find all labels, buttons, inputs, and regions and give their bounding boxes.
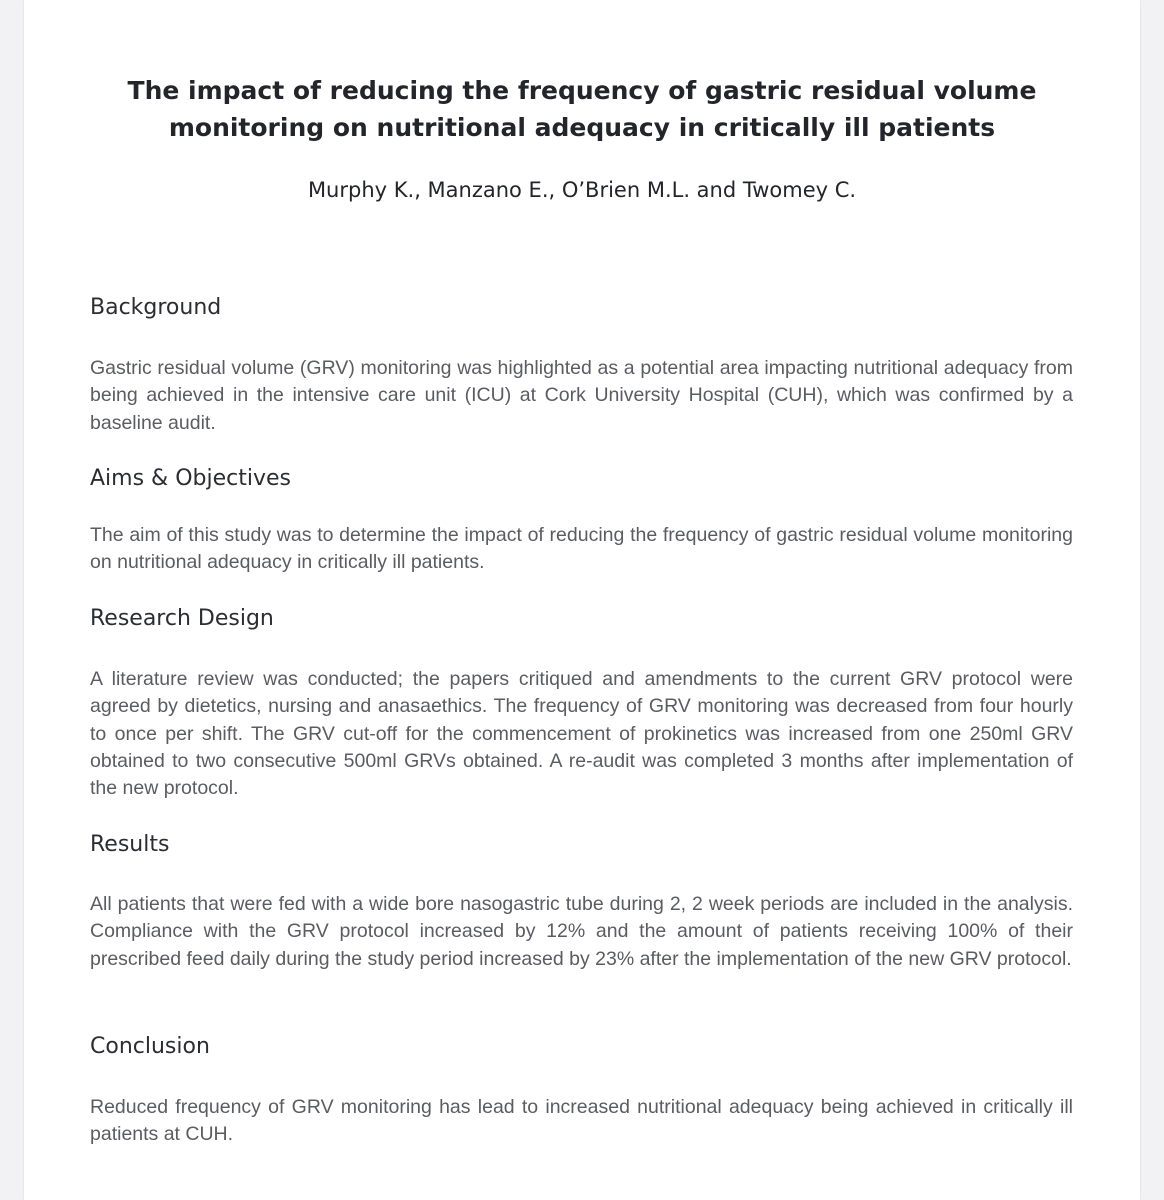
section-heading-results: Results: [90, 832, 170, 857]
section-text-background: Gastric residual volume (GRV) monitoring was highlighted as a potential area impacting nutritional adequacy from being achieved in the intensive care unit (ICU) at Cork University Hospital (CUH), which was confirmed by a baseline audit.: [90, 357, 1073, 434]
section-heading-aims-objectives: Aims & Objectives: [90, 466, 291, 491]
section-heading-background: Background: [90, 295, 222, 320]
section-heading-conclusion: Conclusion: [90, 1034, 210, 1059]
document-page: [24, 0, 1140, 1200]
document-title: The impact of reducing the frequency of gastric residual volume monitoring on nutritional adequacy in critically ill patients: [127, 76, 1037, 142]
section-heading-research-design: Research Design: [90, 606, 274, 631]
document-authors: Murphy K., Manzano E., O’Brien M.L. and Twomey C.: [307, 178, 857, 202]
section-text-aims-objectives: The aim of this study was to determine the impact of reducing the frequency of gastric residual volume monitoring on nutritional adequacy in critically ill patients.: [90, 524, 1073, 574]
section-text-research-design: A literature review was conducted; the papers critiqued and amendments to the current GRV protocol were agreed by dietetics, nursing and anasaethics. The frequency of GRV monitoring was decreased from four hourly to once per shift. The GRV cut-off for the commencement of prokinetics was increased from one 250ml GRV obtained to two consecutive 500ml GRVs obtained. A re-audit was completed 3 months after implementation of the new protocol.: [90, 668, 1073, 800]
section-text-results: All patients that were fed with a wide bore nasogastric tube during 2, 2 week periods are included in the analysis. Compliance with the GRV protocol increased by 12% and the amount of patients receiving 100% of their prescribed feed daily during the study period increased by 23% after the implementation of the new GRV protocol.: [90, 893, 1073, 970]
section-text-conclusion: Reduced frequency of GRV monitoring has lead to increased nutritional adequacy being achieved in critically ill patients at CUH.: [90, 1096, 1073, 1146]
